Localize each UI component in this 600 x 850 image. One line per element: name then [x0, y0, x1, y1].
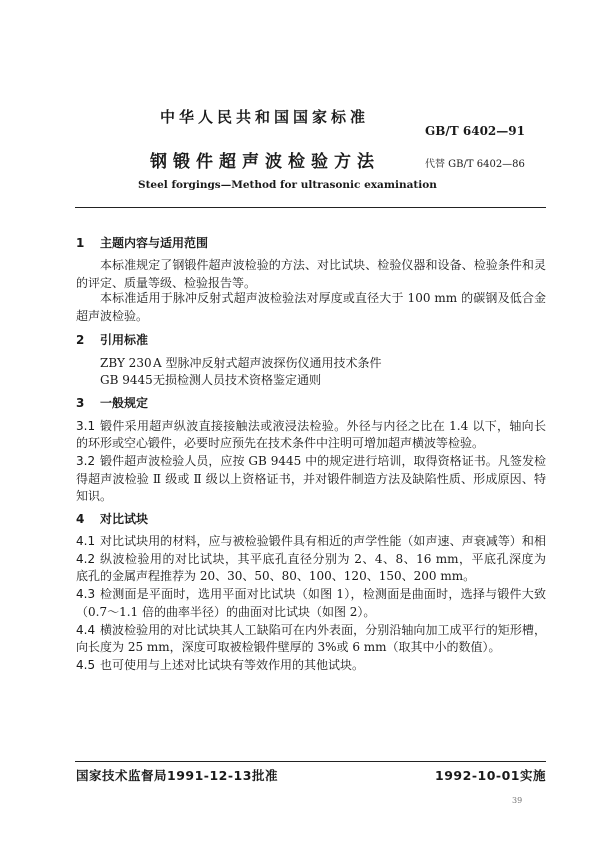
paragraph-line: 本标准适用于脉冲反射式超声波检验法对厚度或直径大于 100 mm 的碳钢及低合金: [100, 291, 546, 305]
reference-code: ZBY 230: [100, 356, 152, 370]
section-4-heading: [76, 511, 546, 527]
section-number: 2: [76, 333, 85, 347]
clause-4-2: [76, 551, 546, 567]
reference-code: GB 9445: [100, 373, 153, 387]
effective-date: 1992-10-01实施: [435, 768, 546, 783]
reference-name: 无损检测人员技术资格鉴定通则: [153, 373, 322, 387]
section-title: 主题内容与适用范围: [100, 236, 209, 250]
clause-text: 横波检验用的对比试块其人工缺陷可在内外表面，分别沿轴向加工成平行的矩形槽，: [100, 623, 546, 637]
section-number: 3: [76, 396, 85, 410]
clause-3-1: [76, 418, 546, 434]
clause-text: 检测面是平面时，选用平面对比试块（如图 1），检测面是曲面时，选择与锻件大致: [100, 587, 546, 601]
clause-text: 的环形或空心锻件，必要时应预先在技术条件中注明可增加超声横波等检验。: [76, 436, 485, 450]
section-number: 4: [76, 512, 85, 526]
section-2-heading: [76, 332, 546, 348]
section-title: 引用标准: [100, 333, 149, 347]
clause-text: 锻件采用超声纵波直接接触法或液浸法检验。外径与内径之比在 1.4 以下，轴向长: [100, 419, 546, 433]
paragraph-line: 超声波检验。: [76, 309, 149, 323]
clause-text: 底孔的金属声程推荐为 20、30、50、80、100、120、150、200 mm。: [76, 569, 476, 583]
clause-number: 3.1: [76, 419, 96, 433]
clause-text: 向长度为 25 mm，深度可取被检锻件壁厚的 3%或 6 mm（取其中小的数值）。: [76, 640, 501, 654]
section-number: 1: [76, 236, 85, 250]
paragraph-line: 本标准规定了钢锻件超声波检验的方法、对比试块、检验仪器和设备、检验条件和灵: [100, 258, 546, 272]
clause-text: （0.7～1.1 倍的曲率半径）的曲面对比试块（如图 2）。: [76, 605, 376, 619]
clause-4-1: [76, 533, 546, 549]
reference-item: [100, 355, 546, 371]
clause-number: 4.3: [76, 587, 96, 601]
clause-number: 4.5: [76, 658, 96, 672]
country-standard-label: 中华人民共和国国家标准: [160, 108, 370, 126]
clause-text: 锻件超声波检验人员，应按 GB 9445 中的规定进行培训，取得资格证书。凡签发检: [100, 454, 546, 468]
header-divider: [75, 207, 546, 208]
clause-number: 4.2: [76, 552, 96, 566]
clause-text: 纵波检验用的对比试块，其平底孔直径分别为 2、4、8、16 mm，平底孔深度为: [100, 552, 546, 566]
clause-text: 也可使用与上述对比试块有等效作用的其他试块。: [100, 658, 365, 672]
document-title: 钢锻件超声波检验方法: [150, 152, 380, 172]
reference-item: [100, 372, 546, 388]
clause-4-4: [76, 622, 546, 638]
page-number: 39: [512, 796, 523, 805]
section-title: 一般规定: [100, 396, 149, 410]
footer-divider: [75, 761, 546, 762]
clause-3-2: [76, 453, 546, 469]
paragraph-line: 的评定、质量等级、检验报告等。: [76, 276, 257, 290]
section-1-heading: [76, 235, 546, 251]
clause-4-3: [76, 586, 546, 602]
english-title: Steel forgings—Method for ultrasonic examination: [138, 179, 437, 191]
replaces-label: 代替 GB/T 6402—86: [425, 159, 525, 170]
clause-text: 得超声波检验 Ⅱ 级或 Ⅱ 级以上资格证书，并对锻件制造方法及缺陷性质、形成原因、特: [76, 472, 546, 486]
approval-date: 国家技术监督局1991-12-13批准: [76, 768, 278, 783]
section-title: 对比试块: [100, 512, 149, 526]
clause-4-5: [76, 657, 546, 673]
section-3-heading: [76, 395, 546, 411]
clause-text: 知识。: [76, 489, 113, 503]
standard-code: GB/T 6402—91: [425, 124, 525, 138]
reference-name: A 型脉冲反射式超声波探伤仪通用技术条件: [153, 356, 382, 370]
clause-text: 对比试块用的材料，应与被检验锻件具有相近的声学性能（如声速、声衰减等）和相: [100, 534, 546, 548]
clause-number: 4.1: [76, 534, 96, 548]
clause-number: 4.4: [76, 623, 96, 637]
clause-number: 3.2: [76, 454, 96, 468]
